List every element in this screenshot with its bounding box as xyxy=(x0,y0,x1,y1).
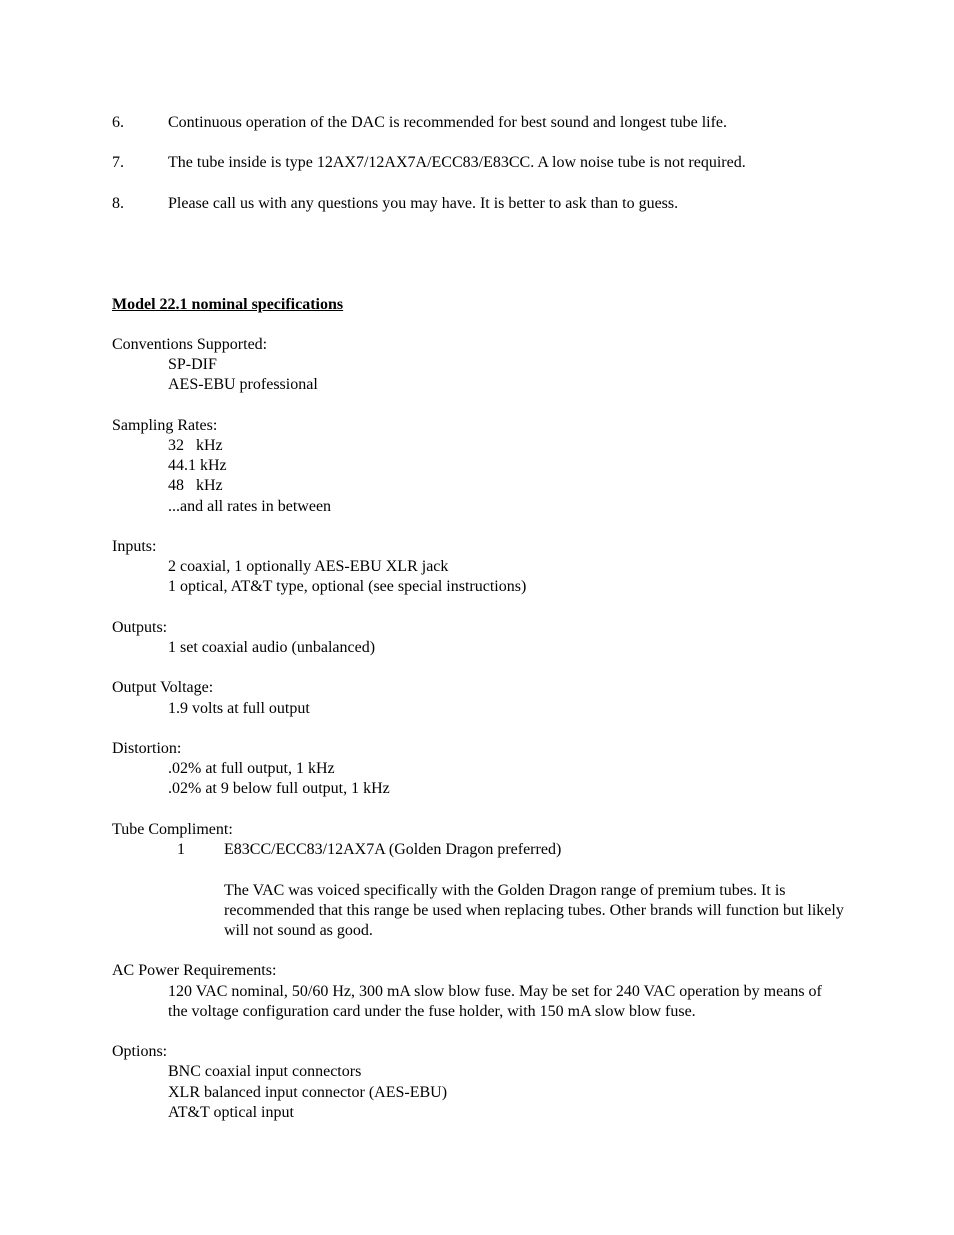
tube-type: E83CC/ECC83/12AX7A (Golden Dragon preferred) xyxy=(224,841,562,858)
spec-item: 44.1 kHz xyxy=(168,457,227,474)
note-text: The tube inside is type 12AX7/12AX7A/ECC83/E83CC. A low noise tube is not required. xyxy=(168,154,746,171)
spec-item: 2 coaxial, 1 optionally AES-EBU XLR jack xyxy=(168,558,449,575)
spec-label-voltage: Output Voltage: xyxy=(112,679,214,696)
spec-label-conventions: Conventions Supported: xyxy=(112,336,268,353)
spec-label-tube: Tube Compliment: xyxy=(112,821,233,838)
spec-item: 48 kHz xyxy=(168,477,223,494)
spec-item: SP-DIF xyxy=(168,356,217,373)
spec-label-inputs: Inputs: xyxy=(112,538,157,555)
spec-item: .02% at 9 below full output, 1 kHz xyxy=(168,780,390,797)
spec-label-distortion: Distortion: xyxy=(112,740,182,757)
spec-item: 1.9 volts at full output xyxy=(168,700,310,717)
spec-item: 1 set coaxial audio (unbalanced) xyxy=(168,639,376,656)
tube-note: The VAC was voiced specifically with the Golden Dragon range of premium tubes. It is recommended that this range be used when replacing tubes. Other brands will function but likely will not sound as good. xyxy=(224,882,844,940)
note-text: Continuous operation of the DAC is recommended for best sound and longest tube life. xyxy=(168,114,728,131)
spec-item: AT&T optical input xyxy=(168,1104,294,1121)
spec-item: AES-EBU professional xyxy=(168,376,318,393)
spec-item: BNC coaxial input connectors xyxy=(168,1063,362,1080)
spec-item: ...and all rates in between xyxy=(168,498,332,515)
spec-label-sampling: Sampling Rates: xyxy=(112,417,218,434)
note-number: 7. xyxy=(112,154,124,171)
specs-heading: Model 22.1 nominal specifications xyxy=(112,296,344,313)
spec-label-outputs: Outputs: xyxy=(112,619,168,636)
tube-quantity: 1 xyxy=(177,841,185,858)
spec-item: XLR balanced input connector (AES-EBU) xyxy=(168,1084,448,1101)
spec-item: 1 optical, AT&T type, optional (see special instructions) xyxy=(168,578,527,595)
spec-item: 32 kHz xyxy=(168,437,223,454)
note-text: Please call us with any questions you may have. It is better to ask than to guess. xyxy=(168,195,679,212)
spec-label-options: Options: xyxy=(112,1043,168,1060)
spec-label-power: AC Power Requirements: xyxy=(112,962,277,979)
note-number: 8. xyxy=(112,195,124,212)
spec-item: .02% at full output, 1 kHz xyxy=(168,760,335,777)
note-number: 6. xyxy=(112,114,124,131)
power-text: 120 VAC nominal, 50/60 Hz, 300 mA slow blow fuse. May be set for 240 VAC operation by means of the voltage configuration card under the fuse holder, with 150 mA slow blow fuse. xyxy=(168,983,822,1021)
